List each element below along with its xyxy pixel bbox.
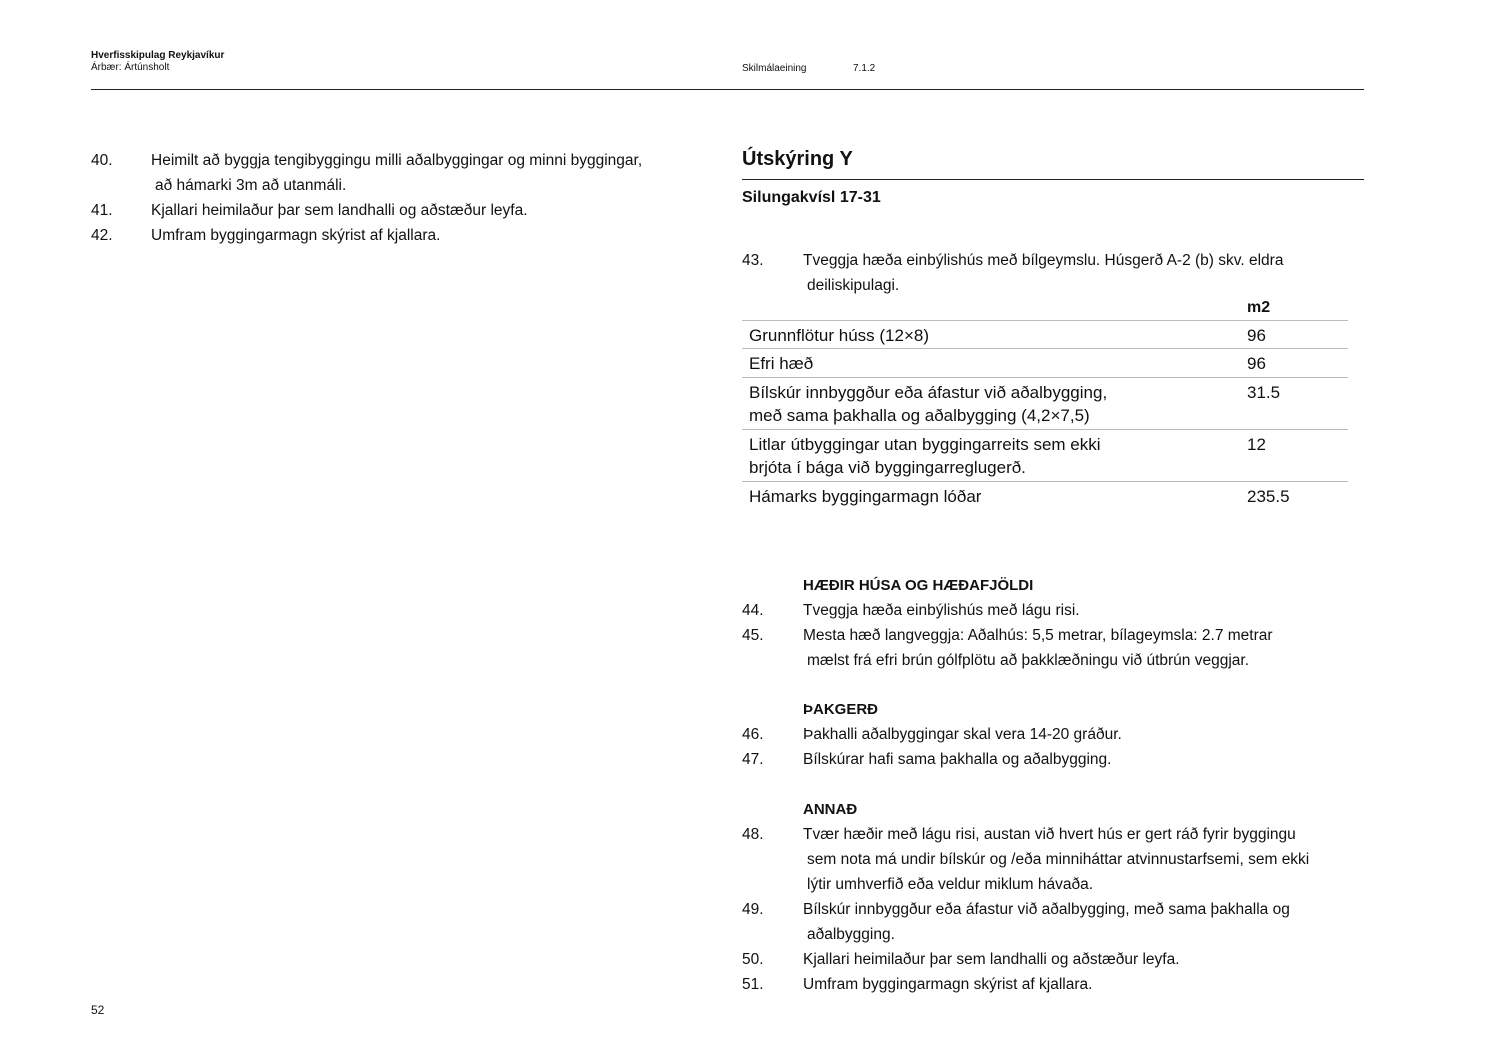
row-label: Efri hæð	[749, 354, 814, 373]
row-label: Litlar útbyggingar utan byggingarreits sem ekki brjóta í bága við byggingarreglugerð.	[749, 435, 1101, 477]
row-value: 96	[1247, 354, 1266, 373]
page-number: 52	[91, 1003, 105, 1017]
table-row	[742, 377, 1348, 430]
document-title: Hverfisskipulag Reykjavíkur	[91, 50, 225, 61]
explanation-title: Útskýring Y	[742, 148, 853, 170]
item-text: Kjallari heimilaður þar sem landhalli og aðstæður leyfa.	[151, 202, 528, 219]
item-text: Heimilt að byggja tengibyggingu milli aðalbyggingar og minni byggingar, að hámarki 3m að utanmáli.	[151, 152, 643, 194]
item-number: 41.	[91, 202, 113, 219]
item-number: 45.	[742, 627, 764, 644]
item-text: Umfram byggingarmagn skýrist af kjallara.	[151, 227, 441, 244]
section-code: 7.1.2	[853, 63, 876, 74]
header-divider	[91, 89, 1364, 90]
item-text: Þakhalli aðalbyggingar skal vera 14-20 gráður.	[803, 726, 1122, 743]
item-number: 42.	[91, 227, 113, 244]
item-text: Umfram byggingarmagn skýrist af kjallara.	[803, 976, 1093, 993]
title-divider	[742, 179, 1364, 180]
item-text: Tvær hæðir með lágu risi, austan við hvert hús er gert ráð fyrir byggingu sem nota má undir bílskúr og /eða minniháttar atvinnustarfsemi, sem ekki lýtir umhverfið eða veldur miklum hávaða.	[803, 826, 1310, 893]
table-row	[742, 320, 1348, 349]
item-number: 49.	[742, 901, 764, 918]
item-number: 46.	[742, 726, 764, 743]
item-text: Mesta hæð langveggja: Aðalhús: 5,5 metrar, bílageymsla: 2.7 metrar mælst frá efri brún gólfplötu að þakklæðningu við útbrún veggjar.	[803, 627, 1273, 669]
item-number: 43.	[742, 252, 764, 269]
item-text: Bílskúrar hafi sama þakhalla og aðalbygging.	[803, 751, 1112, 768]
row-label: Grunnflötur húss (12×8)	[749, 326, 930, 345]
section-heading-roof: ÞAKGERÐ	[803, 701, 879, 718]
item-text: Kjallari heimilaður þar sem landhalli og aðstæður leyfa.	[803, 951, 1180, 968]
section-heading-heights: HÆÐIR HÚSA OG HÆÐAFJÖLDI	[803, 577, 1034, 594]
row-value: 235.5	[1247, 487, 1290, 506]
document-subtitle: Árbær: Ártúnsholt	[91, 62, 170, 73]
item-text: Tveggja hæða einbýlishús með bílgeymslu. Húsgerð A-2 (b) skv. eldra deiliskipulagi.	[803, 252, 1284, 294]
address-subtitle: Silungakvísl 17-31	[742, 189, 881, 206]
row-value: 31.5	[1247, 383, 1281, 402]
item-number: 47.	[742, 751, 764, 768]
section-heading-other: ANNAÐ	[803, 801, 858, 818]
item-number: 51.	[742, 976, 764, 993]
item-number: 50.	[742, 951, 764, 968]
row-label: Hámarks byggingarmagn lóðar	[749, 487, 982, 506]
row-label: Bílskúr innbyggður eða áfastur við aðalbygging, með sama þakhalla og aðalbygging (4,2×7,5)	[749, 383, 1108, 425]
table-row	[742, 481, 1348, 510]
section-label: Skilmálaeining	[742, 63, 807, 74]
row-value: 96	[1247, 326, 1266, 345]
item-number: 48.	[742, 826, 764, 843]
item-number: 44.	[742, 602, 764, 619]
table-unit-header: m2	[1247, 299, 1271, 316]
item-number: 40.	[91, 152, 113, 169]
item-text: Bílskúr innbyggður eða áfastur við aðalbygging, með sama þakhalla og aðalbygging.	[803, 901, 1290, 943]
table-row	[742, 348, 1348, 378]
item-text: Tveggja hæða einbýlishús með lágu risi.	[803, 602, 1080, 619]
row-value: 12	[1247, 435, 1266, 454]
table-row	[742, 429, 1348, 482]
